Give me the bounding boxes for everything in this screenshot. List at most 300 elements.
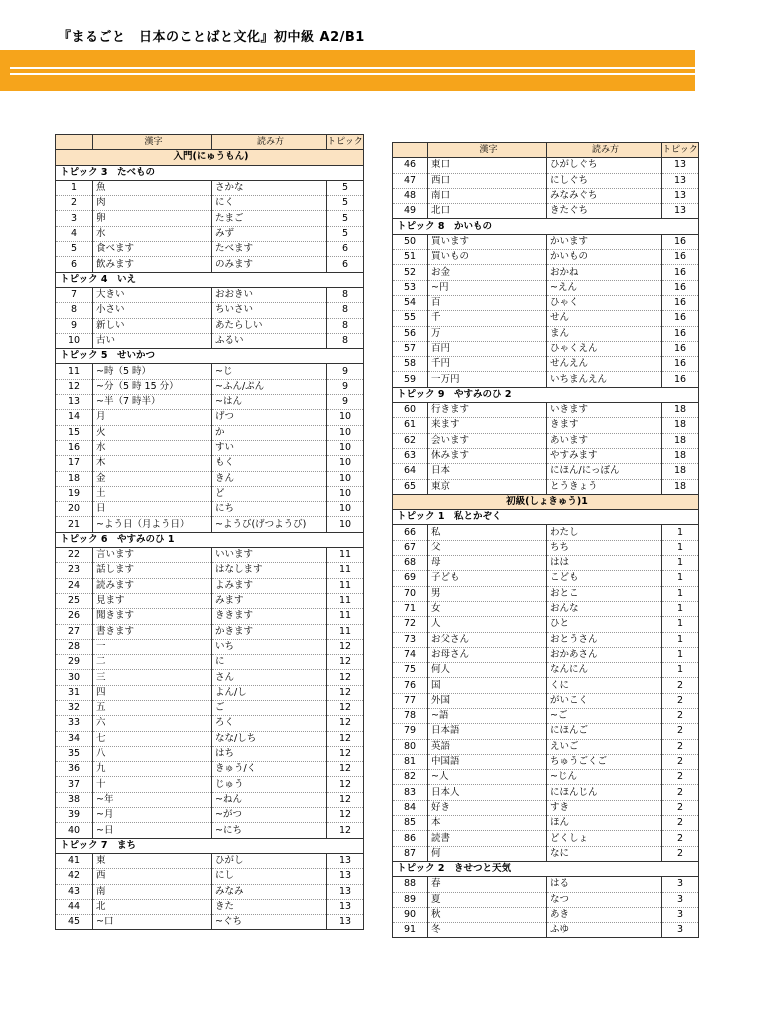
reading-cell: ~じん — [547, 770, 662, 785]
topic-number: 10 — [327, 502, 364, 517]
table-row — [56, 211, 364, 226]
kanji-cell: 何 — [428, 846, 547, 861]
row-number: 48 — [393, 188, 428, 203]
reading-cell: ~えん — [547, 280, 662, 295]
kanji-cell: 男 — [428, 586, 547, 601]
row-number: 18 — [56, 471, 93, 486]
band-stripe — [10, 73, 695, 75]
topic-number: 12 — [327, 700, 364, 715]
table-row — [56, 486, 364, 501]
kanji-cell: ~月 — [93, 808, 212, 823]
reading-cell: わたし — [547, 525, 662, 540]
topic-number: 1 — [662, 540, 699, 555]
reading-cell: ふゆ — [547, 923, 662, 938]
kanji-cell: 卵 — [93, 211, 212, 226]
reading-cell: おとうさん — [547, 632, 662, 647]
reading-cell: ひゃくえん — [547, 341, 662, 356]
topic-number: 16 — [662, 280, 699, 295]
row-number: 35 — [56, 746, 93, 761]
kanji-cell: 万 — [428, 326, 547, 341]
reading-cell: おおきい — [212, 287, 327, 302]
row-number: 28 — [56, 639, 93, 654]
table-row — [56, 303, 364, 318]
header-number-cell — [56, 135, 93, 150]
topic-title: トピック 5 せいかつ — [56, 349, 364, 364]
row-number: 5 — [56, 242, 93, 257]
topic-number: 2 — [662, 831, 699, 846]
row-number: 21 — [56, 517, 93, 532]
kanji-cell: 買います — [428, 234, 547, 249]
kanji-cell: 百円 — [428, 341, 547, 356]
reading-cell: たまご — [212, 211, 327, 226]
topic-number: 6 — [327, 242, 364, 257]
topic-number: 2 — [662, 816, 699, 831]
kanji-cell: 水 — [93, 440, 212, 455]
table-row — [393, 907, 699, 922]
row-number: 3 — [56, 211, 93, 226]
reading-cell: はる — [547, 877, 662, 892]
kanji-cell: 一 — [93, 639, 212, 654]
row-number: 85 — [393, 816, 428, 831]
reading-cell: ひと — [547, 617, 662, 632]
topic-number: 2 — [662, 800, 699, 815]
reading-cell: にほんじん — [547, 785, 662, 800]
kanji-cell: ~年 — [93, 792, 212, 807]
reading-cell: すい — [212, 440, 327, 455]
topic-number: 8 — [327, 287, 364, 302]
reading-cell: かきます — [212, 624, 327, 639]
topic-number: 5 — [327, 226, 364, 241]
kanji-cell: 水 — [93, 226, 212, 241]
table-row — [393, 188, 699, 203]
row-number: 22 — [56, 548, 93, 563]
table-row — [393, 647, 699, 662]
topic-number: 16 — [662, 295, 699, 310]
kanji-cell: 春 — [428, 877, 547, 892]
table-row — [56, 853, 364, 868]
kanji-cell: ~時（5 時） — [93, 364, 212, 379]
row-number: 56 — [393, 326, 428, 341]
topic-number: 18 — [662, 464, 699, 479]
topic-title: トピック 4 いえ — [56, 272, 364, 287]
kanji-cell: ~口 — [93, 915, 212, 930]
kanji-cell: 新しい — [93, 318, 212, 333]
topic-number: 2 — [662, 678, 699, 693]
row-number: 50 — [393, 234, 428, 249]
topic-number: 1 — [662, 632, 699, 647]
row-number: 52 — [393, 265, 428, 280]
row-number: 51 — [393, 250, 428, 265]
row-number: 68 — [393, 556, 428, 571]
reading-cell: ~はん — [212, 395, 327, 410]
table-row — [56, 517, 364, 532]
topic-number: 10 — [327, 440, 364, 455]
reading-cell: きたぐち — [547, 204, 662, 219]
row-number: 59 — [393, 372, 428, 387]
table-row — [393, 204, 699, 219]
row-number: 58 — [393, 357, 428, 372]
kanji-cell: 西 — [93, 869, 212, 884]
topic-number: 12 — [327, 639, 364, 654]
kanji-cell: 女 — [428, 601, 547, 616]
table-row — [56, 808, 364, 823]
kanji-cell: 北 — [93, 899, 212, 914]
kanji-table-left — [55, 134, 364, 930]
row-number: 69 — [393, 571, 428, 586]
topic-number: 1 — [662, 647, 699, 662]
topic-number: 11 — [327, 563, 364, 578]
kanji-cell: 百 — [428, 295, 547, 310]
row-number: 27 — [56, 624, 93, 639]
row-number: 45 — [56, 915, 93, 930]
reading-cell: いちまんえん — [547, 372, 662, 387]
topic-number: 13 — [662, 173, 699, 188]
reading-cell: やすみます — [547, 448, 662, 463]
table-row — [56, 746, 364, 761]
reading-cell: ひがしぐち — [547, 158, 662, 173]
topic-number: 18 — [662, 448, 699, 463]
reading-cell: ご — [212, 700, 327, 715]
kanji-cell: 魚 — [93, 180, 212, 195]
row-number: 24 — [56, 578, 93, 593]
table-row — [56, 257, 364, 272]
table-row — [393, 173, 699, 188]
topic-number: 12 — [327, 655, 364, 670]
reading-cell: せんえん — [547, 357, 662, 372]
kanji-cell: 九 — [93, 762, 212, 777]
table-row — [56, 364, 364, 379]
reading-cell: さかな — [212, 180, 327, 195]
table-row — [393, 785, 699, 800]
reading-cell: にく — [212, 196, 327, 211]
kanji-cell: 肉 — [93, 196, 212, 211]
table-row — [393, 341, 699, 356]
row-number: 55 — [393, 311, 428, 326]
topic-number: 13 — [662, 204, 699, 219]
topic-number: 10 — [327, 486, 364, 501]
table-row — [393, 693, 699, 708]
row-number: 8 — [56, 303, 93, 318]
table-row — [393, 754, 699, 769]
table-row — [393, 250, 699, 265]
table-header-row — [56, 135, 364, 150]
table-row — [393, 311, 699, 326]
kanji-cell: 父 — [428, 540, 547, 555]
topic-number: 16 — [662, 341, 699, 356]
table-row — [393, 617, 699, 632]
topic-number: 12 — [327, 670, 364, 685]
topic-number: 12 — [327, 746, 364, 761]
table-row — [56, 440, 364, 455]
topic-number: 2 — [662, 693, 699, 708]
kanji-cell: 何人 — [428, 663, 547, 678]
row-number: 47 — [393, 173, 428, 188]
reading-cell: はなします — [212, 563, 327, 578]
topic-number: 1 — [662, 663, 699, 678]
topic-number: 16 — [662, 326, 699, 341]
reading-cell: なんにん — [547, 663, 662, 678]
topic-number: 8 — [327, 303, 364, 318]
table-row — [393, 586, 699, 601]
table-row — [56, 777, 364, 792]
topic-number: 11 — [327, 609, 364, 624]
row-number: 78 — [393, 708, 428, 723]
reading-cell: ひがし — [212, 853, 327, 868]
reading-cell: いきます — [547, 403, 662, 418]
topic-number: 13 — [662, 158, 699, 173]
row-number: 42 — [56, 869, 93, 884]
kanji-cell: 聞きます — [93, 609, 212, 624]
topic-row — [393, 219, 699, 234]
row-number: 70 — [393, 586, 428, 601]
row-number: 30 — [56, 670, 93, 685]
table-row — [56, 593, 364, 608]
topic-number: 16 — [662, 265, 699, 280]
reading-cell: にしぐち — [547, 173, 662, 188]
topic-number: 11 — [327, 593, 364, 608]
reading-cell: なな/しち — [212, 731, 327, 746]
row-number: 63 — [393, 448, 428, 463]
table-row — [56, 823, 364, 838]
reading-cell: おかね — [547, 265, 662, 280]
reading-cell: いいます — [212, 548, 327, 563]
topic-number: 5 — [327, 180, 364, 195]
kanji-cell: 母 — [428, 556, 547, 571]
topic-number: 1 — [662, 586, 699, 601]
table-row — [56, 624, 364, 639]
topic-number: 16 — [662, 234, 699, 249]
row-number: 65 — [393, 479, 428, 494]
row-number: 25 — [56, 593, 93, 608]
row-number: 73 — [393, 632, 428, 647]
table-row — [393, 800, 699, 815]
table-row — [56, 869, 364, 884]
row-number: 75 — [393, 663, 428, 678]
table-row — [56, 639, 364, 654]
table-row — [393, 403, 699, 418]
topic-row — [56, 838, 364, 853]
table-body — [56, 135, 364, 930]
kanji-cell: 小さい — [93, 303, 212, 318]
table-row — [56, 762, 364, 777]
topic-number: 1 — [662, 617, 699, 632]
topic-number: 9 — [327, 379, 364, 394]
kanji-cell: ~語 — [428, 708, 547, 723]
kanji-cell: 一万円 — [428, 372, 547, 387]
table-row — [56, 655, 364, 670]
table-row — [393, 479, 699, 494]
table-row — [393, 357, 699, 372]
header-band — [0, 50, 695, 91]
row-number: 11 — [56, 364, 93, 379]
kanji-cell: 会います — [428, 433, 547, 448]
topic-number: 13 — [327, 915, 364, 930]
row-number: 14 — [56, 410, 93, 425]
row-number: 89 — [393, 892, 428, 907]
section-title: 入門(にゅうもん) — [56, 150, 364, 165]
kanji-cell: 西口 — [428, 173, 547, 188]
topic-number: 3 — [662, 923, 699, 938]
topic-number: 11 — [327, 578, 364, 593]
table-row — [393, 663, 699, 678]
reading-cell: すき — [547, 800, 662, 815]
reading-cell: どくしょ — [547, 831, 662, 846]
topic-row — [393, 387, 699, 402]
row-number: 61 — [393, 418, 428, 433]
row-number: 66 — [393, 525, 428, 540]
document-title: 『まるごと 日本のことばと文化』初中級 A2/B1 — [58, 30, 365, 45]
topic-title: トピック 3 たべもの — [56, 165, 364, 180]
reading-cell: じゅう — [212, 777, 327, 792]
table-row — [56, 716, 364, 731]
topic-number: 8 — [327, 318, 364, 333]
topic-number: 10 — [327, 471, 364, 486]
reading-cell: ほん — [547, 816, 662, 831]
reading-cell: がいこく — [547, 693, 662, 708]
kanji-cell: 行きます — [428, 403, 547, 418]
topic-number: 2 — [662, 739, 699, 754]
row-number: 64 — [393, 464, 428, 479]
reading-cell: きた — [212, 899, 327, 914]
reading-cell: ~ふん/ぷん — [212, 379, 327, 394]
topic-number: 16 — [662, 311, 699, 326]
row-number: 90 — [393, 907, 428, 922]
table-row — [393, 831, 699, 846]
kanji-cell: 東 — [93, 853, 212, 868]
kanji-cell: 食べます — [93, 242, 212, 257]
table-row — [56, 548, 364, 563]
reading-cell: みなみぐち — [547, 188, 662, 203]
topic-row — [393, 510, 699, 525]
table-body — [393, 143, 699, 938]
table-row — [393, 724, 699, 739]
reading-cell: えいご — [547, 739, 662, 754]
reading-cell: とうきょう — [547, 479, 662, 494]
row-number: 15 — [56, 425, 93, 440]
kanji-cell: 買いもの — [428, 250, 547, 265]
reading-cell: げつ — [212, 410, 327, 425]
kanji-cell: 金 — [93, 471, 212, 486]
row-number: 6 — [56, 257, 93, 272]
reading-cell: ど — [212, 486, 327, 501]
row-number: 80 — [393, 739, 428, 754]
kanji-cell: 火 — [93, 425, 212, 440]
topic-number: 1 — [662, 556, 699, 571]
reading-cell: あたらしい — [212, 318, 327, 333]
reading-cell: ちち — [547, 540, 662, 555]
reading-cell: にほんご — [547, 724, 662, 739]
table-row — [393, 770, 699, 785]
row-number: 83 — [393, 785, 428, 800]
topic-title: トピック 6 やすみのひ 1 — [56, 532, 364, 547]
table-row — [56, 410, 364, 425]
topic-number: 10 — [327, 517, 364, 532]
table-row — [393, 372, 699, 387]
table-row — [393, 601, 699, 616]
kanji-cell: 東京 — [428, 479, 547, 494]
topic-number: 9 — [327, 395, 364, 410]
row-number: 72 — [393, 617, 428, 632]
reading-cell: きん — [212, 471, 327, 486]
kanji-cell: 見ます — [93, 593, 212, 608]
topic-number: 3 — [662, 892, 699, 907]
kanji-cell: 木 — [93, 456, 212, 471]
reading-cell: ちゅうごくご — [547, 754, 662, 769]
topic-number: 12 — [327, 685, 364, 700]
reading-cell: ~ご — [547, 708, 662, 723]
topic-number: 12 — [327, 777, 364, 792]
topic-number: 9 — [327, 364, 364, 379]
reading-cell: こども — [547, 571, 662, 586]
row-number: 34 — [56, 731, 93, 746]
reading-cell: ききます — [212, 609, 327, 624]
kanji-cell: お金 — [428, 265, 547, 280]
kanji-cell: 南 — [93, 884, 212, 899]
table-row — [56, 471, 364, 486]
row-number: 19 — [56, 486, 93, 501]
reading-cell: おんな — [547, 601, 662, 616]
topic-number: 2 — [662, 724, 699, 739]
row-number: 57 — [393, 341, 428, 356]
row-number: 76 — [393, 678, 428, 693]
table-row — [56, 425, 364, 440]
table-row — [393, 632, 699, 647]
row-number: 2 — [56, 196, 93, 211]
row-number: 36 — [56, 762, 93, 777]
row-number: 1 — [56, 180, 93, 195]
row-number: 53 — [393, 280, 428, 295]
row-number: 26 — [56, 609, 93, 624]
header-kanji: 漢字 — [93, 135, 212, 150]
table-row — [56, 609, 364, 624]
kanji-cell: 二 — [93, 655, 212, 670]
table-row — [393, 678, 699, 693]
section-row — [393, 494, 699, 509]
row-number: 40 — [56, 823, 93, 838]
table-row — [393, 571, 699, 586]
topic-number: 6 — [327, 257, 364, 272]
reading-cell: みなみ — [212, 884, 327, 899]
kanji-cell: ~日 — [93, 823, 212, 838]
topic-number: 3 — [662, 877, 699, 892]
reading-cell: みます — [212, 593, 327, 608]
topic-number: 2 — [662, 708, 699, 723]
table-row — [393, 433, 699, 448]
topic-number: 1 — [662, 571, 699, 586]
table-row — [393, 295, 699, 310]
topic-number: 1 — [662, 525, 699, 540]
row-number: 41 — [56, 853, 93, 868]
topic-number: 5 — [327, 211, 364, 226]
reading-cell: ~ぐち — [212, 915, 327, 930]
reading-cell: はは — [547, 556, 662, 571]
header-topic: トピック — [662, 143, 699, 158]
kanji-table-right — [392, 142, 699, 938]
section-row — [56, 150, 364, 165]
reading-cell: ふるい — [212, 333, 327, 348]
row-number: 71 — [393, 601, 428, 616]
row-number: 37 — [56, 777, 93, 792]
row-number: 79 — [393, 724, 428, 739]
row-number: 43 — [56, 884, 93, 899]
table-row — [393, 556, 699, 571]
kanji-cell: 英語 — [428, 739, 547, 754]
table-row — [56, 915, 364, 930]
topic-number: 13 — [327, 853, 364, 868]
topic-number: 1 — [662, 601, 699, 616]
kanji-cell: 千 — [428, 311, 547, 326]
table-row — [56, 578, 364, 593]
